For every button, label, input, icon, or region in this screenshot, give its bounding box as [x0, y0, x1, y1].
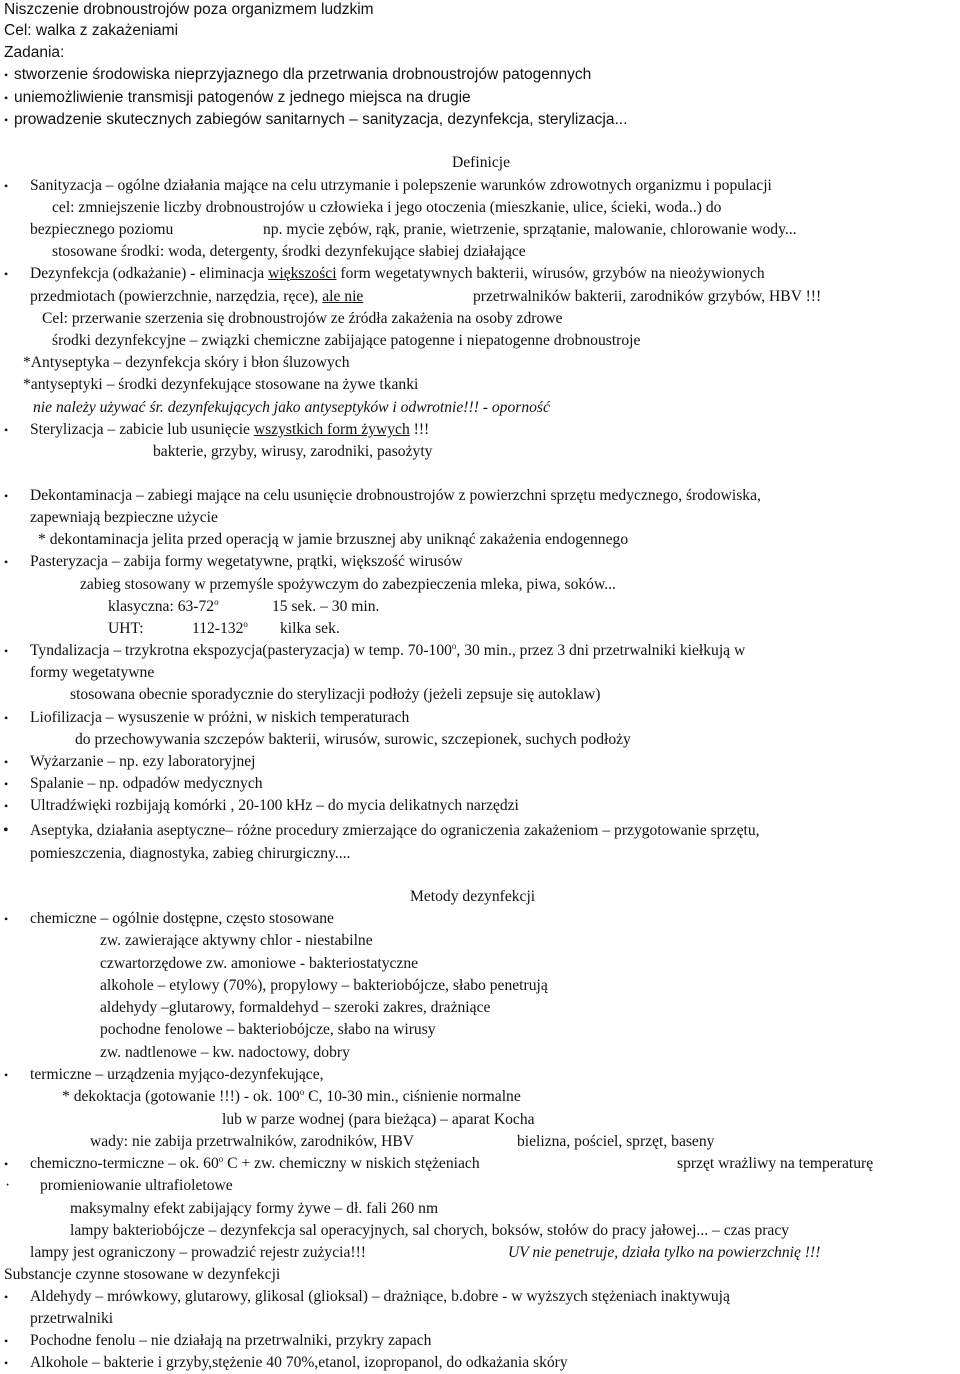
pasteurization-uht-temp: 112-132$^o$: [192, 619, 248, 637]
bullet-icon: •: [4, 777, 9, 791]
pasteurization-uht-time: kilka sek.: [280, 620, 340, 637]
uv-lamps: lampy bakteriobójcze – dezynfekcja sal operacyjnych, sal chorych, boksów, stołów do pracy jałowej... – czas pracy: [70, 1222, 790, 1239]
pasteurization-classic-time: 15 sek. – 30 min.: [272, 598, 380, 615]
steam-method: lub w parze wodnej (para bieżąca) – aparat Kocha: [222, 1111, 535, 1128]
resistance-warning: nie należy używać śr. dezynfekujących jako antyseptyków i odwrotnie!!! - oporność: [33, 399, 550, 416]
bullet-icon: •: [4, 267, 9, 281]
decontamination-purpose: zapewniają bezpieczne użycie: [30, 509, 218, 526]
chemothermal-methods: chemiczno-termiczne – ok. 60$^o$ C + zw. chemiczny w niskich stężeniach: [30, 1154, 480, 1172]
chemothermal-applications: sprzęt wrażliwy na temperaturę: [677, 1155, 874, 1172]
sanitization-agents: stosowane środki: woda, detergenty, środki dezynfekujące słabiej działające: [52, 243, 526, 260]
bullet-icon: •: [3, 822, 9, 839]
lyophilization-use: do przechowywania szczepów bakterii, wirusów, surowic, szczepionek, suchych podłoży: [75, 731, 631, 748]
bullet-icon: •: [4, 423, 9, 437]
phenol-line: Pochodne fenolu – nie działają na przetrwalniki, przykry zapach: [30, 1332, 432, 1349]
dot-bullet-icon: ·: [5, 1177, 11, 1194]
bullet-icon: •: [4, 555, 9, 569]
substances-header: Substancje czynne stosowane w dezynfekcji: [4, 1266, 281, 1283]
disinfection-goal: Cel: przerwanie szerzenia się drobnoustrojów ze źródła zakażenia na osoby zdrowe: [42, 310, 563, 327]
annealing-line: Wyżarzanie – np. ezy laboratoryjnej: [30, 753, 256, 770]
ultrasound-line: Ultradźwięki rozbijają komórki , 20-100 kHz – do mycia delikatnych narzędzi: [30, 797, 519, 814]
bullet-icon: •: [4, 113, 9, 127]
chemical-agent-item: alkohole – etylowy (70%), propylowy – bakteriobójcze, słabo penetrują: [100, 977, 548, 994]
disinfection-scope: przedmiotach (powierzchnie, narzędzia, ręce), ale nie: [30, 288, 364, 305]
chemical-methods: chemiczne – ogólnie dostępne, często stosowane: [30, 910, 334, 927]
decontamination-definition: Dekontaminacja – zabiegi mające na celu usunięcie drobnoustrojów z powierzchni sprzętu medycznego, środowiska,: [30, 487, 761, 504]
bullet-icon: •: [4, 1068, 9, 1082]
lyophilization-definition: Liofilizacja – wysuszenie w próżni, w niskich temperaturach: [30, 709, 410, 726]
bullet-icon: •: [4, 1334, 9, 1348]
thermal-methods: termiczne – urządzenia myjąco-dezynfekujące,: [30, 1066, 324, 1083]
sanitization-examples: np. mycie zębów, rąk, pranie, wietrzenie, sprzątanie, malowanie, chlorowanie wody...: [263, 221, 797, 238]
incineration-line: Spalanie – np. odpadów medycznych: [30, 775, 263, 792]
thermal-applications: bielizna, pościel, sprzęt, baseny: [517, 1133, 715, 1150]
goal-line: Cel: walka z zakażeniami: [4, 22, 179, 39]
bullet-icon: •: [4, 755, 9, 769]
bullet-icon: •: [4, 68, 9, 82]
sanitization-goal: cel: zmniejszenie liczby drobnoustrojów u człowieka i jego otoczenia (mieszkanie, ulice, ścieki, woda..) do: [52, 199, 722, 216]
chemical-agent-item: czwartorzędowe zw. amoniowe - bakteriostatyczne: [100, 955, 419, 972]
pasteurization-classic: klasyczna: 63-72$^o$: [108, 597, 219, 615]
bullet-icon: •: [4, 91, 9, 105]
uv-wavelength: maksymalny efekt zabijający formy żywe – dł. fali 260 nm: [70, 1200, 439, 1217]
bullet-icon: •: [4, 912, 9, 926]
chemical-agent-item: aldehydy –glutarowy, formaldehyd – szeroki zakres, drażniące: [100, 999, 491, 1016]
uv-radiation: promieniowanie ultrafioletowe: [40, 1177, 233, 1194]
methods-header: Metody dezynfekcji: [410, 888, 536, 905]
chemical-agent-item: zw. zawierające aktywny chlor - niestabilne: [100, 932, 373, 949]
page-title: Niszczenie drobnoustrojów poza organizmem ludzkim: [4, 1, 374, 18]
chemical-agent-item: zw. nadtlenowe – kw. nadoctowy, dobry: [100, 1044, 350, 1061]
bullet-icon: •: [4, 799, 9, 813]
thermal-drawbacks: wady: nie zabija przetrwalników, zarodników, HBV: [90, 1133, 415, 1150]
pasteurization-definition: Pasteryzacja – zabija formy wegetatywne, prątki, większość wirusów: [30, 553, 463, 570]
sterilization-targets: bakterie, grzyby, wirusy, zarodniki, pasożyty: [153, 443, 433, 460]
sanitization-definition: Sanityzacja – ogólne działania mające na celu utrzymanie i polepszenie warunków zdrowotnych organizmu i populacji: [30, 177, 772, 194]
bullet-icon: •: [4, 1290, 9, 1304]
disinfection-definition: Dezynfekcja (odkażanie) - eliminacja większości form wegetatywnych bakterii, wirusów, grzybów na nieożywionych: [30, 265, 765, 282]
task-item: uniemożliwienie transmisji patogenów z jednego miejsca na drugie: [14, 89, 471, 106]
antiseptics-agents: *antyseptyki – środki dezynfekujące stosowane na żywe tkanki: [23, 376, 419, 393]
sanitization-level: bezpiecznego poziomu: [30, 221, 174, 238]
boiling-method: * dekoktacja (gotowanie !!!) - ok. 100$^o$ C, 10-30 min., ciśnienie normalne: [62, 1087, 521, 1105]
disinfection-agents: środki dezynfekcyjne – związki chemiczne zabijające patogenne i niepatogenne drobnoustroje: [52, 332, 641, 349]
chemical-agent-item: pochodne fenolowe – bakteriobójcze, słabo na wirusy: [100, 1021, 436, 1038]
tyndallization-use: stosowana obecnie sporadycznie do sterylizacji podłoży (jeżeli zepsuje się autoklaw): [70, 686, 601, 703]
tyndallization-forms: formy wegetatywne: [30, 664, 155, 681]
tasks-header: Zadania:: [4, 44, 65, 61]
definitions-header: Definicje: [452, 154, 511, 171]
sterilization-definition: Sterylizacja – zabicie lub usunięcie wszystkich form żywych !!!: [30, 421, 430, 438]
bullet-icon: •: [4, 1157, 9, 1171]
bullet-icon: •: [4, 489, 9, 503]
asepsis-scope: pomieszczenia, diagnostyka, zabieg chirurgiczny....: [30, 845, 351, 862]
disinfection-exception: przetrwalników bakterii, zarodników grzybów, HBV !!!: [473, 288, 822, 305]
aldehydes-line: Aldehydy – mrówkowy, glutarowy, glikosal (glioksal) – drażniące, b.dobre - w wyższych stężeniach inaktywują: [30, 1288, 730, 1305]
antiseptics-definition: *Antyseptyka – dezynfekcja skóry i błon śluzowych: [23, 354, 350, 371]
bullet-icon: •: [4, 179, 9, 193]
alcohols-line: Alkohole – bakterie i grzyby,stężenie 40 70%,etanol, izopropanol, do odkażania skóry: [30, 1354, 568, 1371]
aldehydes-line-cont: przetrwalniki: [30, 1310, 114, 1327]
decontamination-note: * dekontaminacja jelita przed operacją w jamie brzusznej aby uniknąć zakażenia endogennego: [38, 531, 629, 548]
task-item: stworzenie środowiska nieprzyjaznego dla przetrwania drobnoustrojów patogennych: [14, 66, 592, 83]
pasteurization-use: zabieg stosowany w przemyśle spożywczym do zabezpieczenia mleka, piwa, soków...: [80, 576, 616, 593]
bullet-icon: •: [4, 1356, 9, 1370]
uv-penetration-note: UV nie penetruje, działa tylko na powierzchnię !!!: [508, 1244, 821, 1261]
pasteurization-uht-label: UHT:: [108, 620, 144, 637]
uv-lamp-usage: lampy jest ograniczony – prowadzić rejestr zużycia!!!: [30, 1244, 366, 1261]
asepsis-definition: Aseptyka, działania aseptyczne– różne procedury zmierzające do ograniczenia zakażeniom – przygotowanie sprzętu,: [30, 822, 760, 839]
bullet-icon: •: [4, 711, 9, 725]
tyndallization-definition: Tyndalizacja – trzykrotna ekspozycja(pasteryzacja) w temp. 70-100$^o$, 30 min., przez 3 dni przetrwalniki kiełkują w: [30, 641, 746, 659]
bullet-icon: •: [4, 644, 9, 658]
task-item: prowadzenie skutecznych zabiegów sanitarnych – sanityzacja, dezynfekcja, sterylizacja...: [14, 111, 628, 128]
